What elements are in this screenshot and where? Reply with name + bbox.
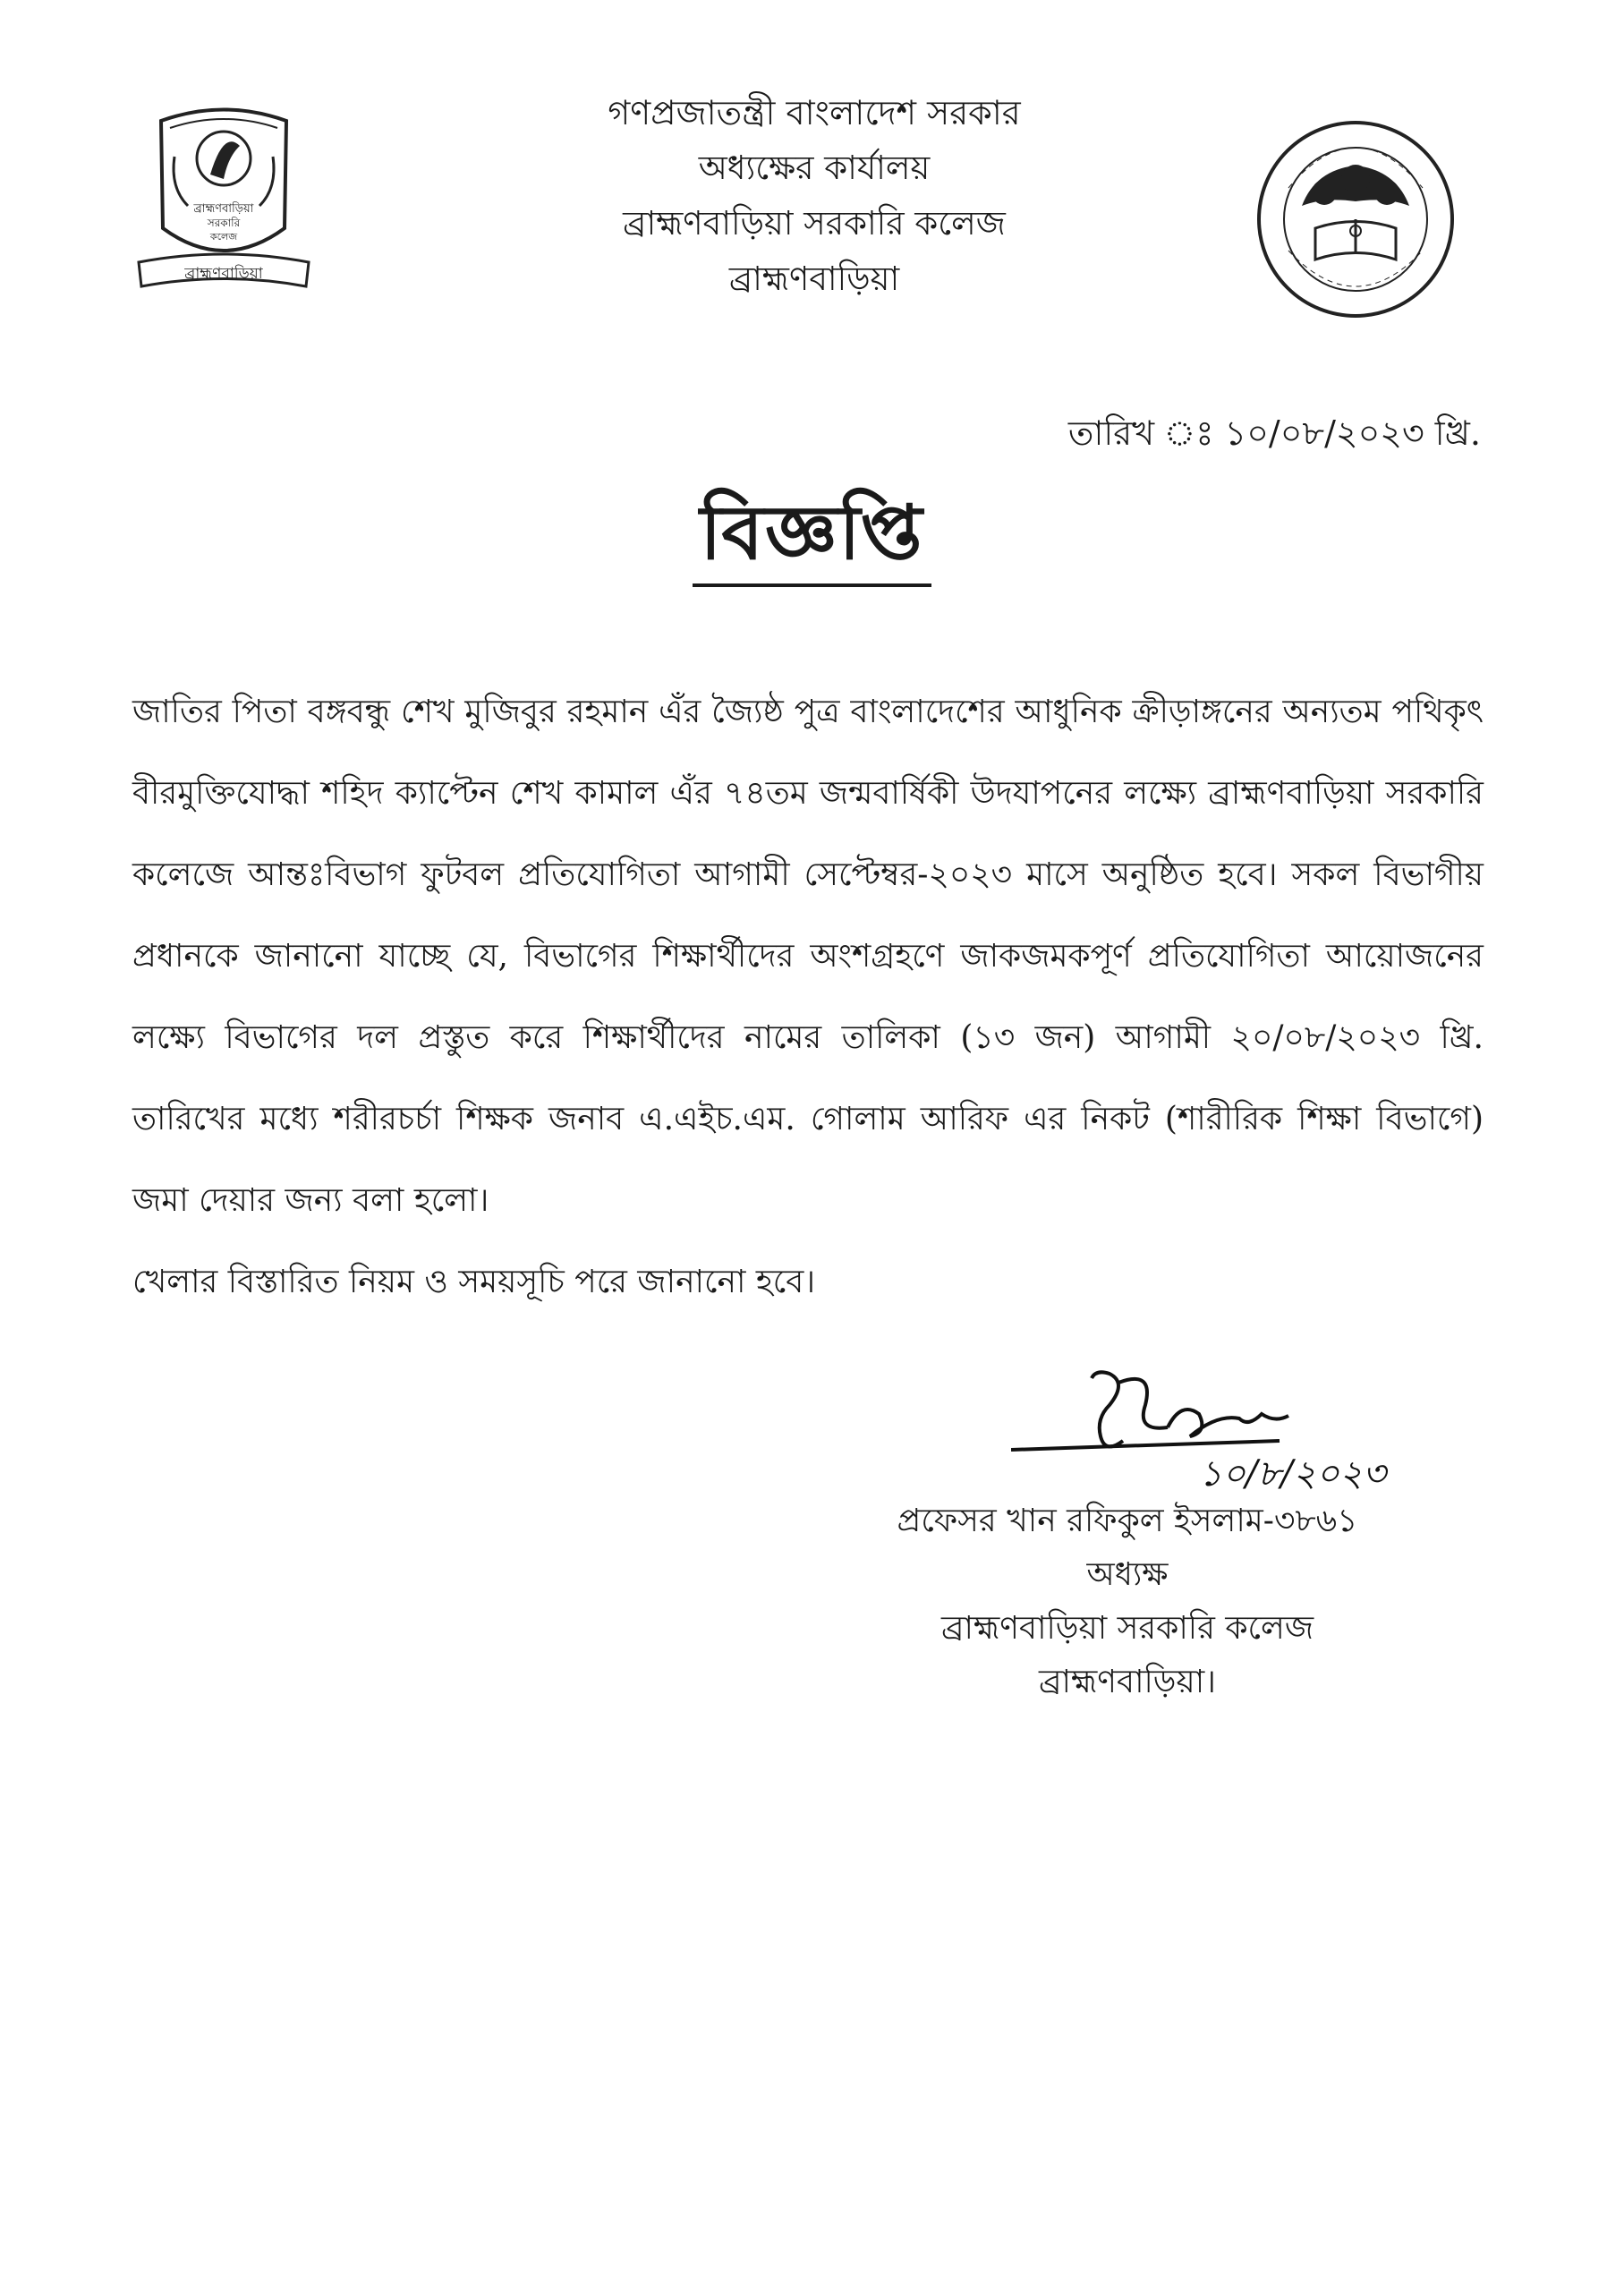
notice-body: [132, 671, 1484, 1323]
crest-ribbon-text: ব্রাহ্মণবাড়িয়া: [184, 265, 263, 283]
signatory-institution: ব্রাহ্মণবাড়িয়া সরকারি কলেজ: [940, 1610, 1314, 1647]
college-crest-logo: [134, 103, 313, 295]
signatory-details: [805, 1495, 1450, 1709]
notice-title: বিজ্ঞপ্তি: [693, 483, 931, 587]
office-header: [501, 85, 1127, 307]
notice-note: খেলার বিস্তারিত নিয়ম ও সময়সূচি পরে জানানো হবে।: [132, 1264, 816, 1300]
title-wrap: [0, 483, 1624, 587]
handwritten-signature: [1011, 1351, 1423, 1503]
header-line-government: গণপ্রজাতন্ত্রী বাংলাদেশ সরকার: [608, 93, 1021, 132]
signature-date: ১০/৮/২০২৩: [1199, 1453, 1386, 1495]
round-seal-logo: [1253, 116, 1458, 322]
crest-text-top: ব্রাহ্মণবাড়িয়া: [193, 202, 254, 216]
notice-paragraph: জাতির পিতা বঙ্গবন্ধু শেখ মুজিবুর রহমান এঁর জ্যৈষ্ঠ পুত্র বাংলাদেশের আধুনিক ক্রীড়াঙ্গনের অন্যতম পথিকৃৎ বীরমুক্তিযোদ্ধা শহিদ ক্যাপ্টেন শেখ কামাল এঁর ৭৪তম জন্মবার্ষিকী উদযাপনের লক্ষ্যে ব্রাহ্মণবাড়িয়া সরকারি কলেজে আন্তঃবিভাগ ফুটবল প্রতিযোগিতা আগামী সেপ্টেম্বর-২০২৩ মাসে অনুষ্ঠিত হবে। সকল বিভাগীয় প্রধানকে জানানো যাচ্ছে যে, বিভাগের শিক্ষার্থীদের অংশগ্রহণে জাকজমকপূর্ণ প্রতিযোগিতা আয়োজনের লক্ষ্যে বিভাগের দল প্রস্তুত করে শিক্ষার্থীদের নামের তালিকা (১৩ জন) আগামী ২০/০৮/২০২৩ খ্রি. তারিখের মধ্যে শরীরচর্চা শিক্ষক জনাব এ.এইচ.এম. গোলাম আরিফ এর নিকট (শারীরিক শিক্ষা বিভাগে) জমা দেয়ার জন্য বলা হলো।: [132, 694, 1484, 1219]
notice-date: তারিখ ঃ ১০/০৮/২০২৩ খ্রি.: [1067, 413, 1481, 453]
header-line-college: ব্রাহ্মণবাড়িয়া সরকারি কলেজ: [623, 204, 1006, 243]
signature-block: [805, 1351, 1450, 1700]
crest-text-mid: সরকারি: [207, 217, 241, 229]
header-line-office: অধ্যক্ষের কার্যালয়: [698, 149, 931, 187]
signatory-location: ব্রাহ্মণবাড়িয়া।: [1038, 1664, 1217, 1700]
signatory-name: প্রফেসর খান রফিকুল ইসলাম-৩৮৬১: [897, 1503, 1358, 1539]
header-line-location: ব্রাহ্মণবাড়িয়া: [728, 260, 900, 298]
crest-text-bottom: কলেজ: [209, 231, 238, 243]
signatory-designation: অধ্যক্ষ: [1086, 1556, 1169, 1593]
